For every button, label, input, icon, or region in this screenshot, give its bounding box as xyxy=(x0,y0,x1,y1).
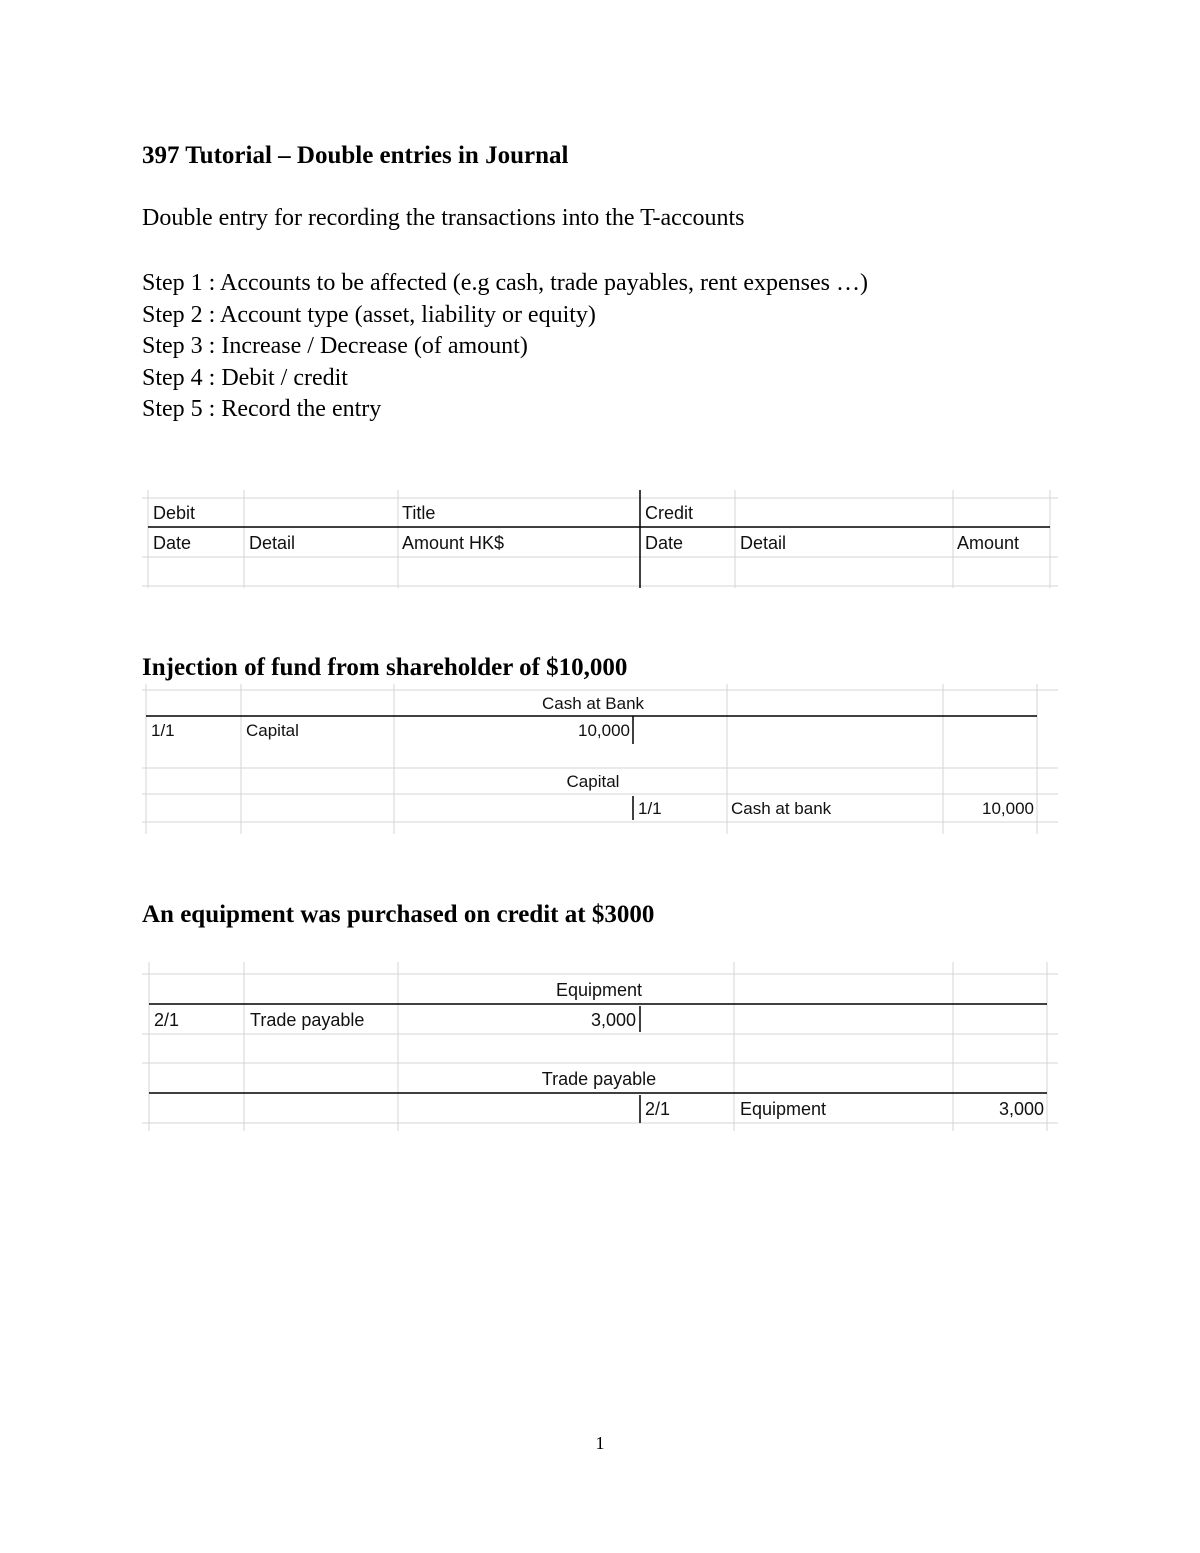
header-date: Date xyxy=(645,533,684,553)
step-4: Step 4 : Debit / credit xyxy=(142,365,348,391)
step-5: Step 5 : Record the entry xyxy=(142,396,382,422)
example-1-heading: Injection of fund from shareholder of $10,000 xyxy=(142,654,628,681)
header-detail: Detail xyxy=(740,533,787,553)
entry-date: 1/1 xyxy=(638,799,662,818)
account-name: Cash at Bank xyxy=(541,694,645,713)
account-name: Capital xyxy=(566,772,620,791)
header-amount: Amount HK$ xyxy=(402,533,505,553)
entry-amount: 10,000 xyxy=(982,799,1034,818)
entry-date: 1/1 xyxy=(151,721,175,740)
page-number: 1 xyxy=(595,1433,605,1453)
debit-label: Debit xyxy=(153,503,196,523)
page-title: 397 Tutorial – Double entries in Journal xyxy=(142,142,569,169)
step-3: Step 3 : Increase / Decrease (of amount) xyxy=(142,333,528,359)
entry-detail: Equipment xyxy=(740,1099,827,1119)
entry-amount: 3,000 xyxy=(590,1010,636,1030)
intro-text: Double entry for recording the transactions into the T-accounts xyxy=(142,205,745,231)
entry-detail: Cash at bank xyxy=(731,799,832,818)
entry-date: 2/1 xyxy=(154,1010,180,1030)
header-date: Date xyxy=(153,533,192,553)
step-1: Step 1 : Accounts to be affected (e.g cash, trade payables, rent expenses …) xyxy=(142,270,868,296)
account-name: Equipment xyxy=(555,980,643,1000)
step-2: Step 2 : Account type (asset, liability or equity) xyxy=(142,302,596,328)
credit-label: Credit xyxy=(645,503,694,523)
entry-detail: Trade payable xyxy=(250,1010,365,1030)
entry-amount: 3,000 xyxy=(998,1099,1044,1119)
header-amount: Amount xyxy=(957,533,1020,553)
header-detail: Detail xyxy=(249,533,296,553)
entry-date: 2/1 xyxy=(645,1099,671,1119)
entry-detail: Capital xyxy=(246,721,299,740)
example-2-heading: An equipment was purchased on credit at $3000 xyxy=(142,901,655,928)
account-name: Trade payable xyxy=(541,1069,657,1089)
entry-amount: 10,000 xyxy=(578,721,630,740)
title-label: Title xyxy=(402,503,436,523)
